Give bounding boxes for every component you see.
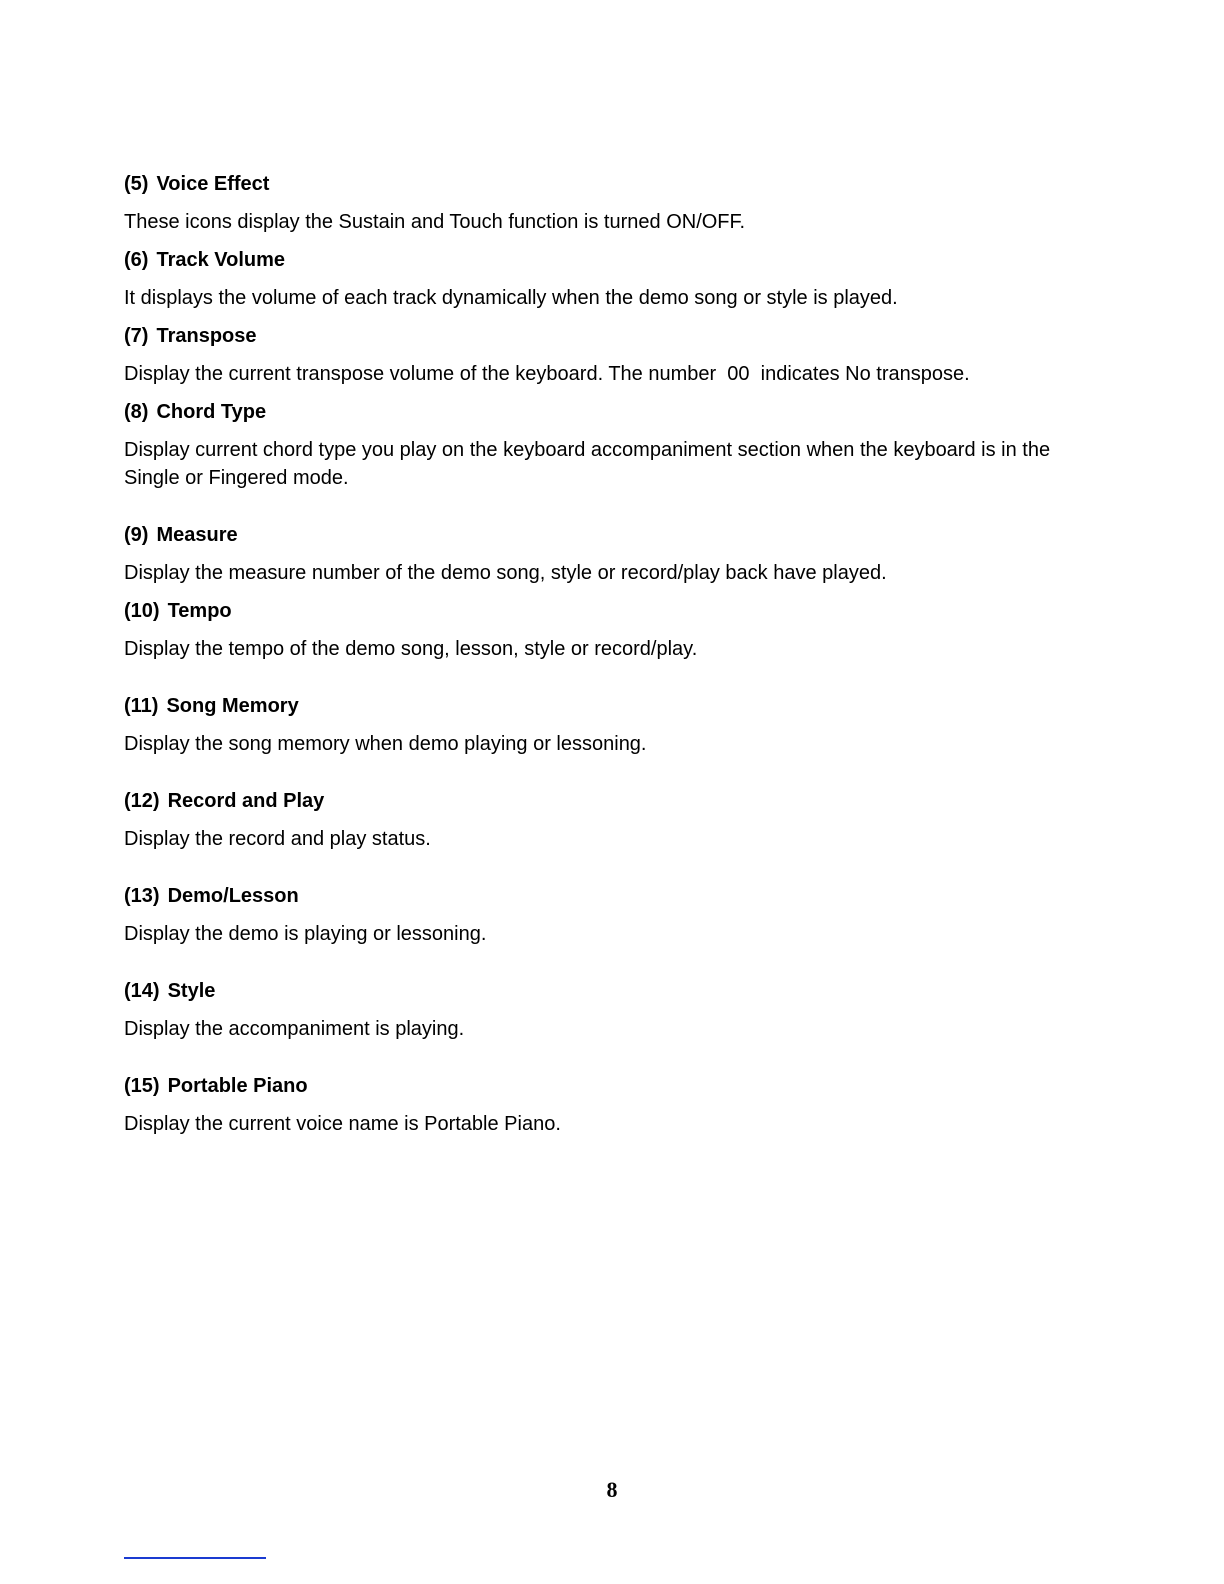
- section-number: (7): [124, 325, 149, 347]
- section-track-volume: [124, 246, 1094, 312]
- section-number: (15): [124, 1075, 160, 1097]
- spacer: [124, 673, 1094, 692]
- spacer: [124, 863, 1094, 882]
- section-body: Display the accompaniment is playing.: [124, 1018, 465, 1040]
- section-title: Transpose: [156, 325, 257, 347]
- section-song-memory: [124, 692, 1094, 758]
- section-number: (10): [124, 600, 160, 622]
- section-heading: [124, 322, 1094, 350]
- spacer: [124, 502, 1094, 521]
- section-number: (9): [124, 524, 149, 546]
- page-content: [124, 170, 1094, 1148]
- section-body: Display the current voice name is Portable Piano.: [124, 1113, 561, 1135]
- section-title: Style: [167, 980, 216, 1002]
- section-heading: [124, 1072, 1094, 1100]
- section-heading: [124, 246, 1094, 274]
- section-number: (8): [124, 401, 149, 423]
- footer-rule: [124, 1557, 266, 1559]
- section-portable-piano: [124, 1072, 1094, 1138]
- section-title: Demo/Lesson: [167, 885, 299, 907]
- section-body: Display the tempo of the demo song, lesson, style or record/play.: [124, 638, 698, 660]
- section-title: Tempo: [167, 600, 232, 622]
- section-body: These icons display the Sustain and Touch function is turned ON/OFF.: [124, 211, 746, 233]
- section-heading: [124, 597, 1094, 625]
- section-number: (13): [124, 885, 160, 907]
- section-heading: [124, 170, 1094, 198]
- section-title: Record and Play: [167, 790, 325, 812]
- section-record-and-play: [124, 787, 1094, 853]
- section-title: Measure: [156, 524, 238, 546]
- spacer: [124, 1053, 1094, 1072]
- section-number: (11): [124, 695, 159, 717]
- section-title: Voice Effect: [156, 173, 270, 195]
- section-tempo: [124, 597, 1094, 663]
- spacer: [124, 958, 1094, 977]
- section-number: (5): [124, 173, 149, 195]
- section-title: Track Volume: [156, 249, 286, 271]
- section-heading: [124, 787, 1094, 815]
- section-chord-type: [124, 398, 1094, 492]
- section-number: (6): [124, 249, 149, 271]
- section-body: It displays the volume of each track dynamically when the demo song or style is played.: [124, 287, 898, 309]
- section-body: Display the record and play status.: [124, 828, 431, 850]
- section-body: Display the demo is playing or lessoning.: [124, 923, 487, 945]
- section-heading: [124, 521, 1094, 549]
- section-title: Chord Type: [156, 401, 267, 423]
- section-style: [124, 977, 1094, 1043]
- section-body: Display the current transpose volume of the keyboard. The number 00 indicates No transpose.: [124, 363, 970, 385]
- section-transpose: [124, 322, 1094, 388]
- section-voice-effect: [124, 170, 1094, 236]
- section-heading: [124, 882, 1094, 910]
- section-body: Display current chord type you play on the keyboard accompaniment section when the keyboard is in the Single or Fingered mode.: [124, 439, 1056, 489]
- section-body: Display the measure number of the demo song, style or record/play back have played.: [124, 562, 887, 584]
- section-heading: [124, 398, 1094, 426]
- spacer: [124, 768, 1094, 787]
- section-body: Display the song memory when demo playing or lessoning.: [124, 733, 647, 755]
- section-demo-lesson: [124, 882, 1094, 948]
- section-number: (12): [124, 790, 160, 812]
- section-number: (14): [124, 980, 160, 1002]
- section-measure: [124, 521, 1094, 587]
- page-number: 8: [606, 1477, 618, 1502]
- section-title: Portable Piano: [167, 1075, 308, 1097]
- section-heading: [124, 692, 1094, 720]
- section-heading: [124, 977, 1094, 1005]
- section-title: Song Memory: [166, 695, 299, 717]
